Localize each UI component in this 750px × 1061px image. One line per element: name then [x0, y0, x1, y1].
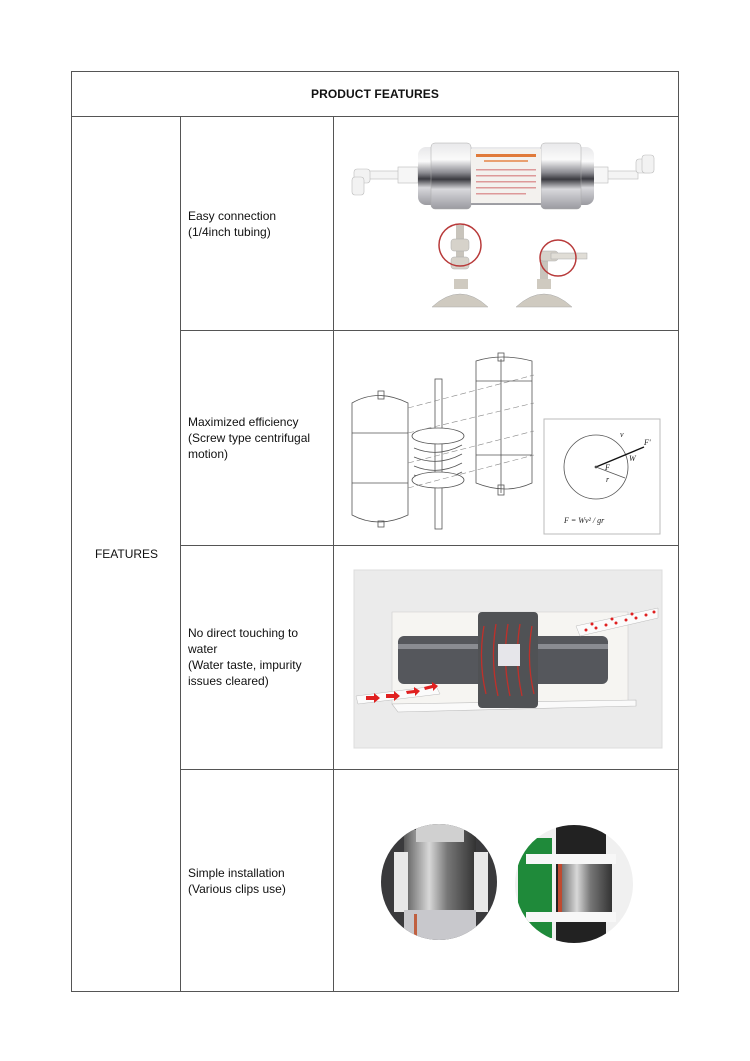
feature-description: [188, 625, 333, 689]
table-title: PRODUCT FEATURES: [72, 72, 678, 117]
svg-text:F = Wv² / gr: F = Wv² / gr: [564, 516, 605, 525]
svg-text:v: v: [620, 430, 624, 439]
centrifugal-diagram-image: [336, 333, 678, 544]
row-divider: [180, 769, 678, 770]
svg-text:r: r: [606, 475, 610, 484]
row-divider: [180, 545, 678, 546]
feature-title: No direct touching to: [188, 626, 299, 640]
svg-text:F': F': [644, 438, 651, 447]
feature-title: Simple installation: [188, 866, 285, 880]
feature-detail: motion): [188, 447, 229, 461]
feature-detail: (1/4inch tubing): [188, 225, 271, 239]
filter-cartridge-image: [336, 119, 678, 329]
product-features-table: [71, 71, 679, 992]
feature-description: [188, 414, 333, 462]
feature-detail: (Water taste, impurity: [188, 658, 302, 672]
feature-title: water: [188, 642, 218, 656]
feature-description: [188, 208, 333, 240]
feature-description: [188, 865, 333, 897]
feature-detail: issues cleared): [188, 674, 269, 688]
svg-text:F: F: [605, 463, 610, 472]
row-divider: [180, 330, 678, 331]
column-divider: [333, 117, 334, 991]
feature-detail: (Screw type centrifugal: [188, 431, 311, 445]
feature-detail: (Various clips use): [188, 882, 286, 896]
svg-text:W: W: [629, 454, 636, 463]
category-label: FEATURES: [94, 547, 159, 561]
pipe-cutaway-image: [336, 548, 678, 768]
feature-title: Maximized efficiency: [188, 415, 299, 429]
feature-title: Easy connection: [188, 209, 277, 223]
clip-installation-image: [336, 772, 678, 990]
